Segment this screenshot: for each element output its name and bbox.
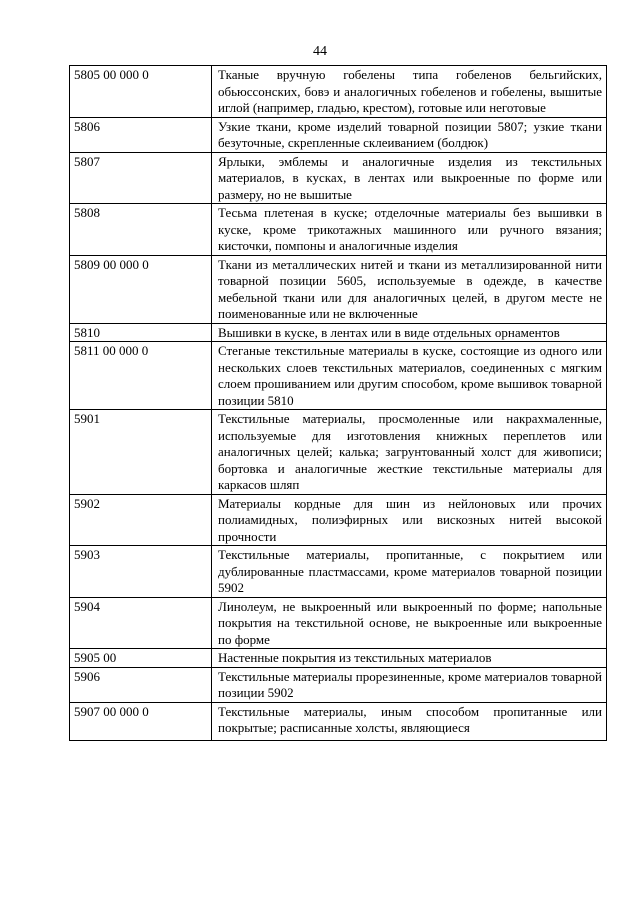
code-cell: 5809 00 000 0 [70,255,212,323]
tariff-code-table [69,65,607,741]
table-row [70,667,607,702]
code-cell: 5907 00 000 0 [70,702,212,740]
table-row [70,546,607,598]
description-cell: Узкие ткани, кроме изделий товарной позиции 5807; узкие ткани безуточные, скрепленные склеиванием (болдюк) [212,117,607,152]
code-cell: 5810 [70,323,212,342]
description-cell: Ткани из металлических нитей и ткани из металлизированной нити товарной позиции 5605, используемые в одежде, в качестве мебельной ткани или для аналогичных целей, в другом месте не поименованные или не включенные [212,255,607,323]
code-cell: 5807 [70,152,212,204]
description-cell: Стеганые текстильные материалы в куске, состоящие из одного или нескольких слоев текстильных материалов, соединенных с мягким слоем прошиванием или другим способом, кроме вышивок товарной позиции 5810 [212,342,607,410]
description-cell: Тканые вручную гобелены типа гобеленов бельгийских, обьюссонских, бовэ и аналогичных гобеленов и гобелены, вышитые иглой (например, гладью, крестом), готовые или неготовые [212,66,607,118]
code-cell: 5904 [70,597,212,649]
code-cell: 5905 00 [70,649,212,668]
page-number: 44 [313,44,327,59]
table-row [70,410,607,495]
table-row [70,597,607,649]
table-row [70,66,607,118]
description-cell: Настенные покрытия из текстильных материалов [212,649,607,668]
description-cell: Текстильные материалы прорезиненные, кроме материалов товарной позиции 5902 [212,667,607,702]
table-row [70,117,607,152]
table-row [70,255,607,323]
code-cell: 5808 [70,204,212,256]
code-cell: 5906 [70,667,212,702]
code-cell: 5901 [70,410,212,495]
description-cell: Текстильные материалы, просмоленные или накрахмаленные, используемые для изготовления книжных переплетов или аналогичных целей; калька; загрунтованный холст для живописи; бортовка и аналогичные жесткие текстильные материалы для каркасов шляп [212,410,607,495]
table-row [70,649,607,668]
description-cell: Линолеум, не выкроенный или выкроенный по форме; напольные покрытия на текстильной основе, не выкроенные или выкроенные по форме [212,597,607,649]
code-cell: 5805 00 000 0 [70,66,212,118]
code-cell: 5806 [70,117,212,152]
table-row [70,494,607,546]
description-cell: Тесьма плетеная в куске; отделочные материалы без вышивки в куске, кроме трикотажных машинного или ручного вязания; кисточки, помпоны и аналогичные изделия [212,204,607,256]
table-row [70,152,607,204]
description-cell: Текстильные материалы, иным способом пропитанные или покрытые; расписанные холсты, являющиеся [212,702,607,740]
table-row [70,323,607,342]
table-row [70,204,607,256]
code-cell: 5811 00 000 0 [70,342,212,410]
description-cell: Вышивки в куске, в лентах или в виде отдельных орнаментов [212,323,607,342]
code-cell: 5903 [70,546,212,598]
description-cell: Материалы кордные для шин из нейлоновых или прочих полиамидных, полиэфирных или вискозных нитей высокой прочности [212,494,607,546]
code-cell: 5902 [70,494,212,546]
table-row [70,702,607,740]
table-row [70,342,607,410]
description-cell: Ярлыки, эмблемы и аналогичные изделия из текстильных материалов, в кусках, в лентах или выкроенные по форме или размеру, но не вышитые [212,152,607,204]
description-cell: Текстильные материалы, пропитанные, с покрытием или дублированные пластмассами, кроме материалов товарной позиции 5902 [212,546,607,598]
